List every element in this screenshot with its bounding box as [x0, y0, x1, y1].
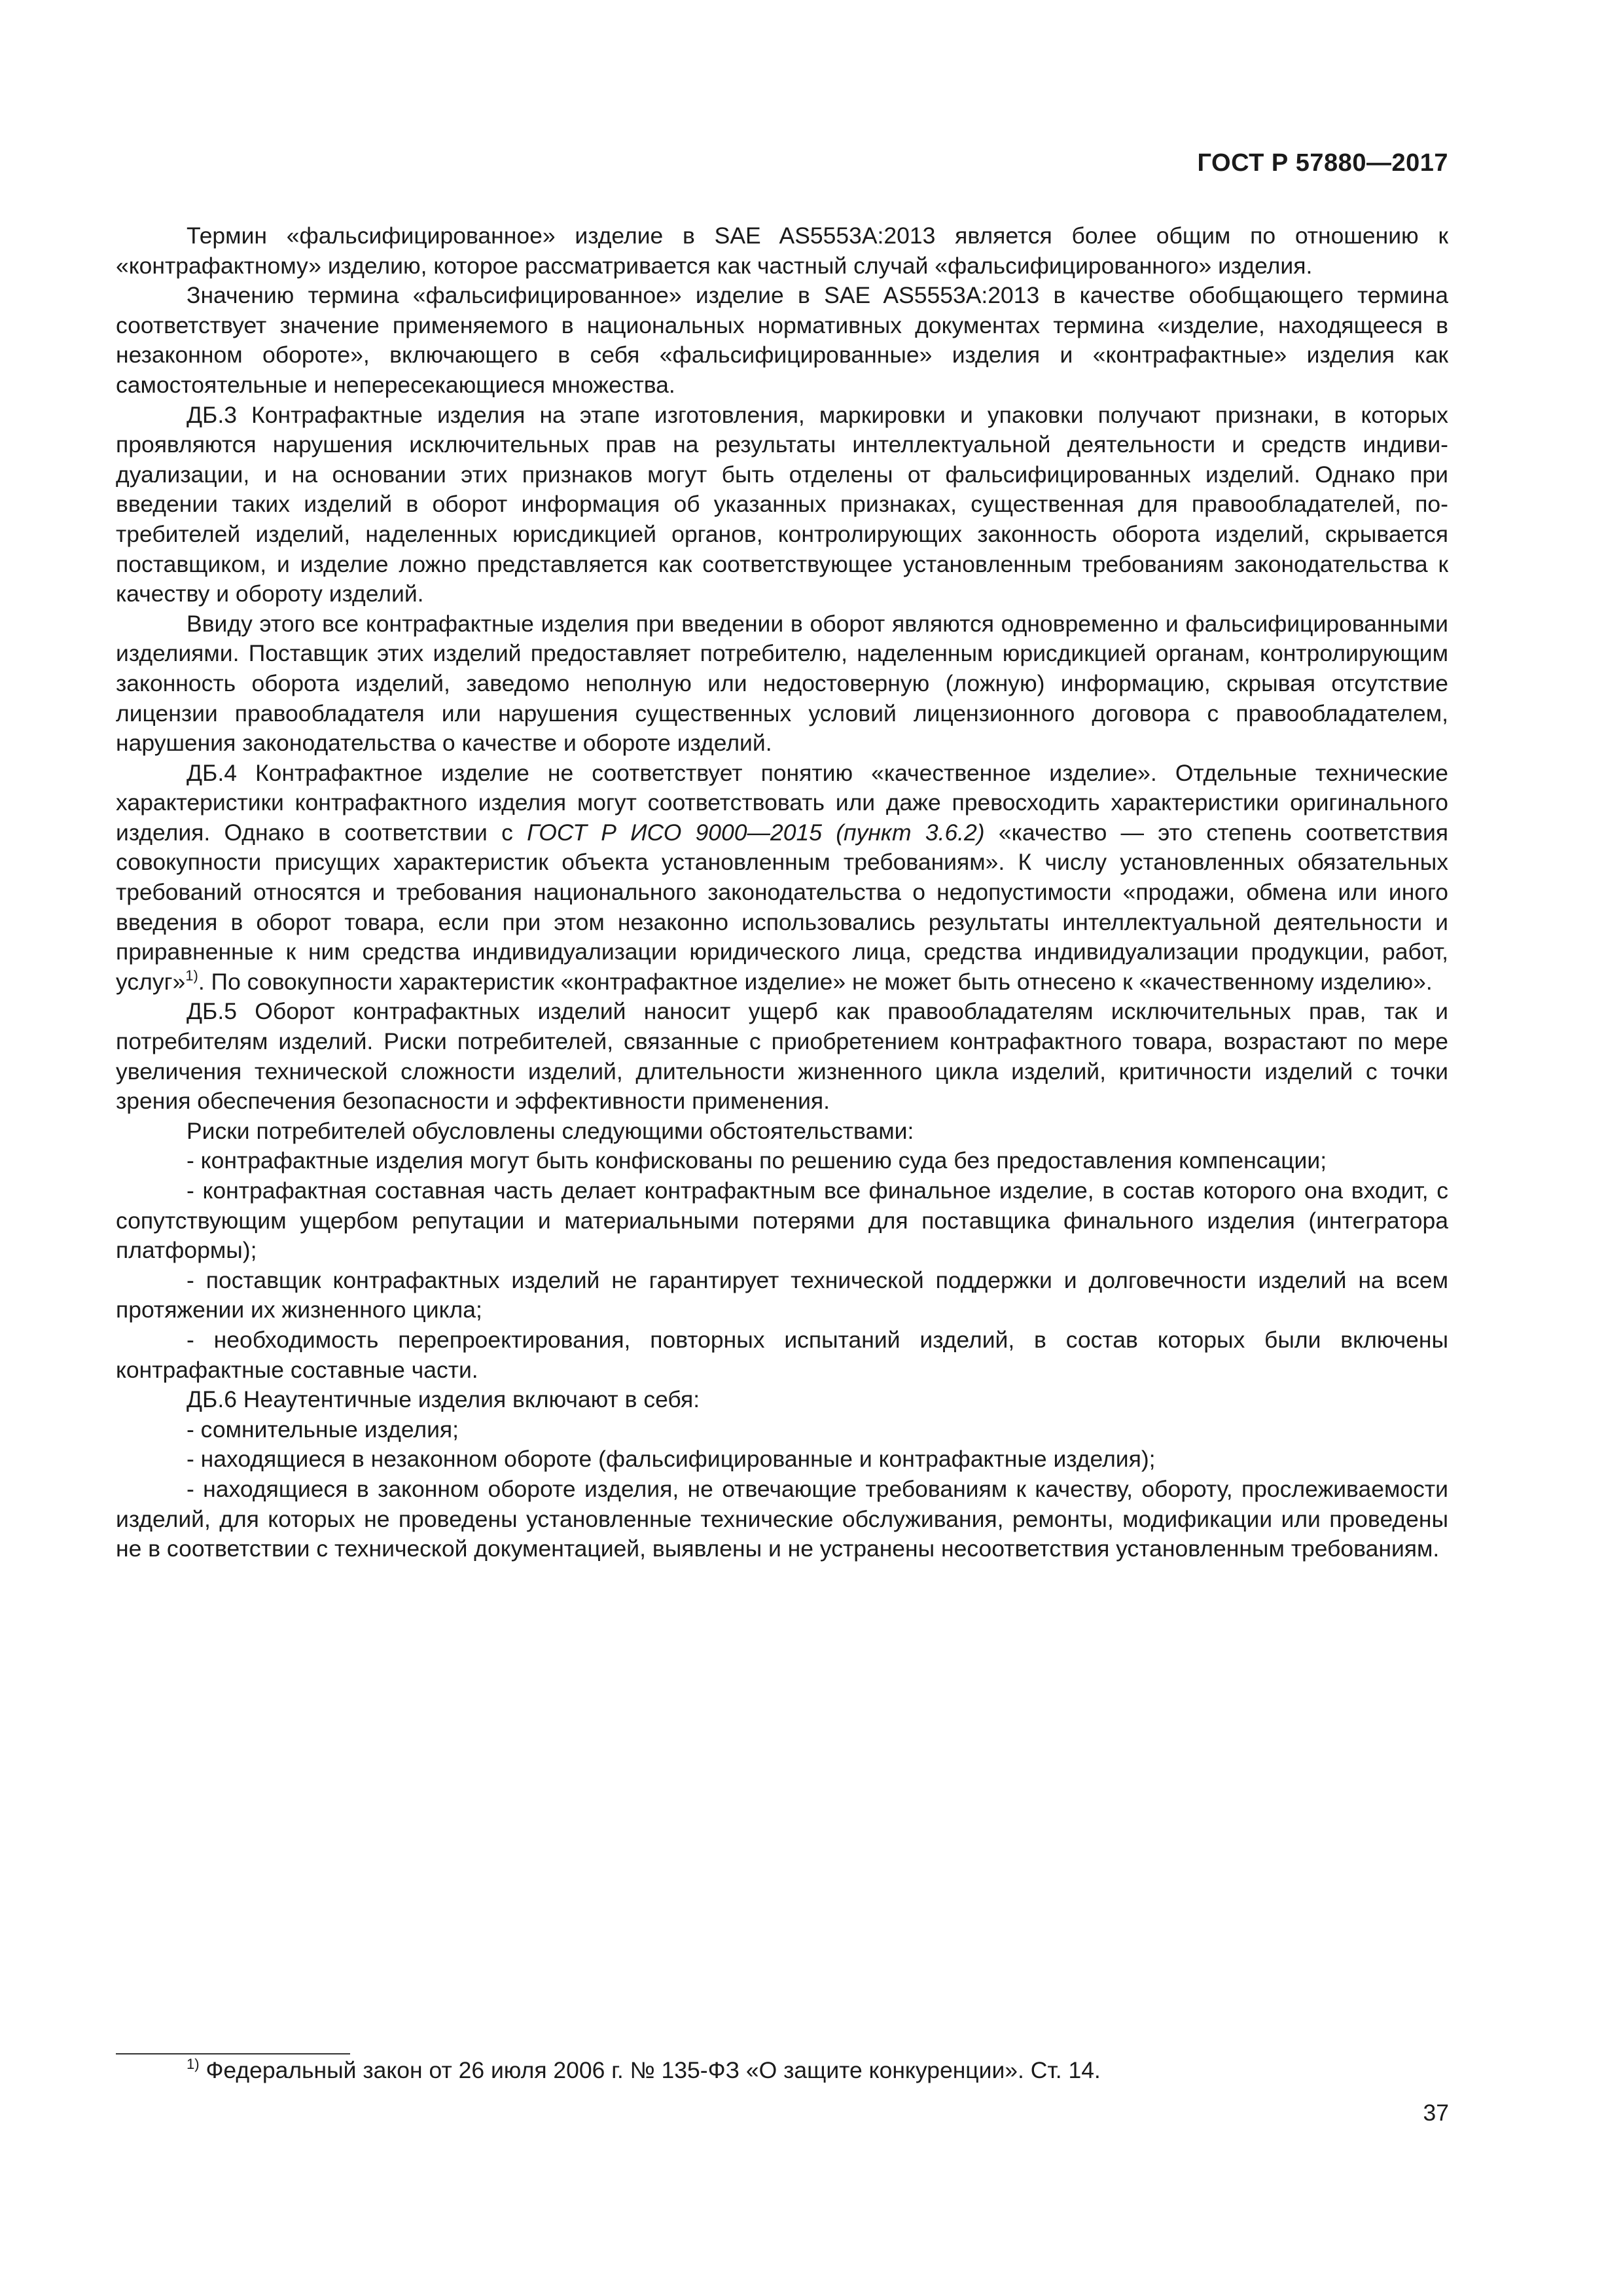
standard-reference: ГОСТ Р ИСО 9000—2015 (пункт 3.6.2)	[527, 819, 985, 846]
db4-text-middle: «качество — это степень соответствия совокупности присущих характеристик объекта установленным требованиям». К числу установленных обязательных требований относятся и требования национального законодательства о недопустимости «продажи, обмена или иного введения в оборот товара, если при этом незаконно использовались результаты интеллектуальной деятельности и приравненные к ним средства индивидуализации юридического лица, средства индивидуализации продукции, работ, услуг»	[116, 819, 1448, 995]
list-item: - находящиеся в незаконном обороте (фальсифицированные и контрафактные изделия);	[187, 1446, 1156, 1473]
standard-header: ГОСТ Р 57880—2017	[1197, 149, 1448, 177]
paragraph: ДБ.3 Контрафактные изделия на этапе изготовления, маркировки и упаковки получают признаки, в которых проявляются нарушения исключительных прав на результаты интеллектуальной деятельности и средств индивидуализации, и на основании этих признаков могут быть отделены от фальсифицированных изделий. Однако при введении таких изделий в оборот информация об указанных признаках, существенная для правообладателей, потребителей изделий, наделенных юрисдикцией органов, контролирующих законность оборота изделий, скрывается поставщиком, и изделие ложно представляется как соответствующее установленным требованиям законодательства к качеству и обороту изделий.	[116, 401, 1448, 607]
paragraph: ДБ.6 Неаутентичные изделия включают в себя:	[187, 1386, 700, 1413]
paragraph: Значению термина «фальсифицированное» изделие в SAE AS5553A:2013 в качестве обобщающего термина соответствует значение применяемого в национальных нормативных документах термина «изделие, находящееся в незаконном обороте», включающего в себя «фальсифицированные» изделия и «контрафактные» изделия как самостоятельные и непересекающиеся множества.	[116, 282, 1448, 398]
paragraph-db4	[116, 759, 1448, 997]
paragraph: ДБ.5 Оборот контрафактных изделий наносит ущерб как правообладателям исключительных прав, так и потребителям изделий. Риски потребителей, связанные с приобретением контрафактного товара, возрастают по мере увеличения технической сложности изделий, длительности жизненного цикла изделий, критичности изделий с точки зрения обеспечения безопасности и эффективности применения.	[116, 998, 1448, 1115]
footnote-reference-marker: 1)	[185, 967, 198, 984]
paragraph: Ввиду этого все контрафактные изделия при введении в оборот являются одновременно и фальсифицированными изделиями. Поставщик этих изделий предоставляет потребителю, наделенным юрисдикцией органам, контролирующим законность оборота изделий, заведомо неполную или недостоверную (ложную) информацию, скрывая отсутствие лицензии правообладателя или нарушения существенных условий лицензионного договора с правообладателем, нарушения законодательства о качестве и обороте изделий.	[116, 610, 1448, 757]
paragraph: Риски потребителей обусловлены следующими обстоятельствами:	[187, 1117, 914, 1144]
body-text	[116, 221, 1448, 1564]
list-item: - контрафактные изделия могут быть конфискованы по решению суда без предоставления компенсации;	[187, 1147, 1327, 1174]
list-item: - необходимость перепроектирования, повторных испытаний изделий, в состав которых были включены контрафактные составные части.	[116, 1326, 1448, 1383]
page-number: 37	[1423, 2100, 1449, 2126]
footnote-marker: 1)	[187, 2056, 200, 2072]
list-item: - сомнительные изделия;	[187, 1416, 459, 1443]
footnote	[187, 2056, 1101, 2085]
footnote-divider	[116, 2053, 350, 2054]
footnote-text: Федеральный закон от 26 июля 2006 г. № 135-ФЗ «О защите конкуренции». Ст. 14.	[205, 2057, 1101, 2083]
db4-text-end: . По совокупности характеристик «контрафактное изделие» не может быть отнесено к «качественному изделию».	[198, 968, 1433, 995]
list-item: - контрафактная составная часть делает контрафактным все финальное изделие, в состав которого она входит, с сопутствующим ущербом репутации и материальными потерями для поставщика финального изделия (интегратора платформы);	[116, 1177, 1448, 1264]
db4-text-start: ДБ.4 Контрафактное изделие не соответствует понятию «качественное изделие». Отдельные технические характеристики контрафактного изделия могут соответствовать или даже превосходить характеристики оригинального изделия. Однако в соответствии с	[116, 759, 1448, 846]
list-item: - поставщик контрафактных изделий не гарантирует технической поддержки и долговечности изделий на всем протяжении их жизненного цикла;	[116, 1266, 1448, 1323]
list-item: - находящиеся в законном обороте изделия, не отвечающие требованиям к качеству, обороту, прослеживаемости изделий, для которых не проведены установленные технические обслуживания, ремонты, модификации или проведены не в соответствии с технической документацией, выявлены и не устранены несоответствия установленным требованиям.	[116, 1475, 1448, 1562]
paragraph: Термин «фальсифицированное» изделие в SAE AS5553A:2013 является более общим по отношению к «контрафактному» изделию, которое рассматривается как частный случай «фальсифицированного» изделия.	[116, 223, 1448, 279]
